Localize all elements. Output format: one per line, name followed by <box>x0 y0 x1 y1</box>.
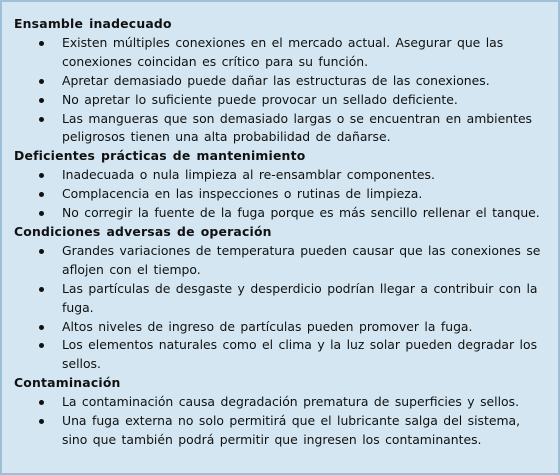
list-item-text: Inadecuada o nula limpieza al re-ensamblar componentes. <box>62 167 435 183</box>
list-item-text: Las partículas de desgaste y desperdicio podrían llegar a contribuir con la fuga. <box>62 280 538 315</box>
list-item <box>14 72 554 91</box>
list-item-text: Grandes variaciones de temperatura pueden causar que las conexiones se aflojen con el tiempo. <box>62 242 541 277</box>
list-item <box>14 280 554 318</box>
bullet-icon <box>39 343 44 348</box>
section-title: Condiciones adversas de operación <box>14 223 272 239</box>
section-adverse-conditions <box>14 223 554 374</box>
bullet-list <box>14 393 554 450</box>
list-item <box>14 242 554 280</box>
bullet-icon <box>39 419 44 424</box>
bullet-icon <box>39 400 44 405</box>
bullet-icon <box>39 211 44 216</box>
list-item-text: Una fuga externa no solo permitirá que el lubricante salga del sistema, sino que también podrá permitir que ingresen los contaminantes. <box>62 413 521 447</box>
bullet-icon <box>39 325 44 330</box>
list-item-text: Los elementos naturales como el clima y la luz solar pueden degradar los sellos. <box>62 337 538 372</box>
list-item <box>14 110 554 148</box>
list-item <box>14 166 554 185</box>
list-item-text: No apretar lo suficiente puede provocar un sellado deficiente. <box>62 91 458 107</box>
list-item-text: Las mangueras que son demasiado largas o se encuentran en ambientes peligrosos tienen una alta probabilidad de dañarse. <box>62 110 533 145</box>
section-improper-assembly <box>14 15 554 147</box>
list-item <box>14 34 554 72</box>
bullet-icon <box>39 117 44 122</box>
list-item <box>14 336 554 374</box>
list-item <box>14 412 554 450</box>
section-title: Contaminación <box>14 375 121 391</box>
list-item-text: Complacencia en las inspecciones o rutinas de limpieza. <box>62 186 423 202</box>
list-item-text: Altos niveles de ingreso de partículas pueden promover la fuga. <box>62 318 473 334</box>
bullet-icon <box>39 41 44 46</box>
bullet-icon <box>39 173 44 178</box>
list-item-text: Apretar demasiado puede dañar las estructuras de las conexiones. <box>62 72 490 88</box>
bullet-icon <box>39 79 44 84</box>
list-item <box>14 91 554 110</box>
bullet-list <box>14 34 554 147</box>
section-poor-maintenance <box>14 147 554 223</box>
list-item-text: Existen múltiples conexiones en el mercado actual. Asegurar que las conexiones coincidan es crítico para su función. <box>62 34 504 69</box>
bullet-icon <box>39 249 44 254</box>
list-item <box>14 393 554 412</box>
list-item <box>14 318 554 337</box>
list-item-text: No corregir la fuente de la fuga porque es más sencillo rellenar el tanque. <box>62 205 540 221</box>
list-item-text: La contaminación causa degradación prematura de superficies y sellos. <box>62 394 520 410</box>
bullet-icon <box>39 98 44 103</box>
section-title: Ensamble inadecuado <box>14 16 172 31</box>
bullet-icon <box>39 287 44 292</box>
section-contamination <box>14 374 554 450</box>
bullet-list <box>14 242 554 374</box>
bullet-list <box>14 166 554 223</box>
section-title: Deficientes prácticas de mantenimiento <box>14 148 306 164</box>
bullet-icon <box>39 192 44 197</box>
panel-content <box>14 15 554 450</box>
list-item <box>14 204 554 223</box>
list-item <box>14 185 554 204</box>
